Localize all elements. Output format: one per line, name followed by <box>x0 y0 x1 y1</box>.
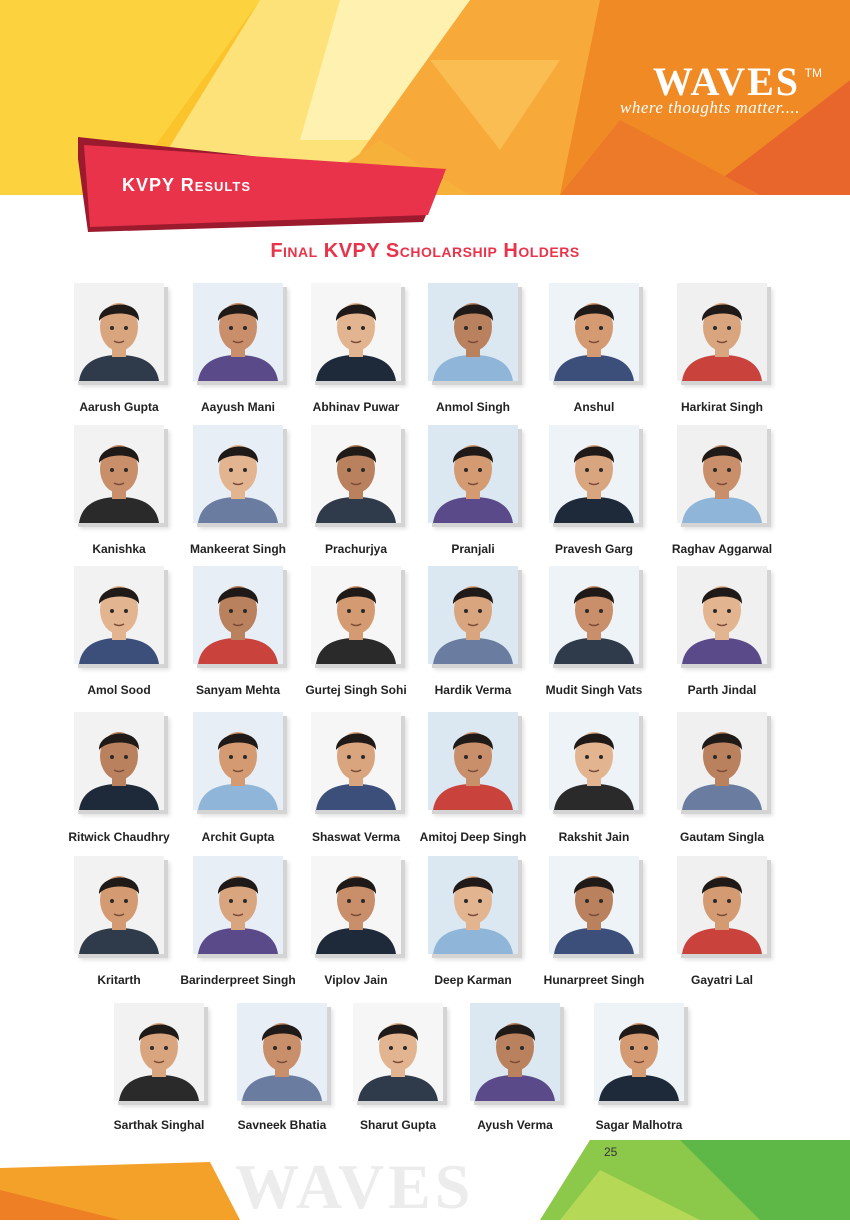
student-photo <box>428 283 518 381</box>
student-name: Anmol Singh <box>436 400 510 414</box>
student-photo <box>428 712 518 810</box>
student-photo <box>677 856 767 954</box>
student-photo <box>677 283 767 381</box>
brand-logo <box>620 59 822 118</box>
brand-tagline: where thoughts matter.... <box>620 98 800 117</box>
student-name: Deep Karman <box>434 973 512 987</box>
student-photo <box>428 425 518 523</box>
student-name: Gayatri Lal <box>690 973 754 987</box>
student-name: Archit Gupta <box>201 830 275 844</box>
student-name: Aayush Mani <box>200 400 275 414</box>
student-photo <box>74 566 164 664</box>
student-photo <box>237 1003 327 1101</box>
student-name: Pravesh Garg <box>554 542 634 556</box>
student-photo <box>311 425 401 523</box>
student-photo <box>549 283 639 381</box>
student-name: Rakshit Jain <box>558 830 630 844</box>
student-photo <box>311 856 401 954</box>
student-name: Harkirat Singh <box>680 400 764 414</box>
student-name: Shaswat Verma <box>311 830 401 844</box>
student-photo <box>311 712 401 810</box>
student-photo <box>428 856 518 954</box>
student-name: Hardik Verma <box>434 683 512 697</box>
student-photo <box>74 856 164 954</box>
student-name: Pranjali <box>451 542 495 556</box>
student-photo <box>549 566 639 664</box>
brand-name: WAVES <box>652 59 800 104</box>
student-name: Sagar Malhotra <box>595 1118 683 1132</box>
student-photo <box>74 283 164 381</box>
student-name: Savneek Bhatia <box>237 1118 327 1132</box>
student-name: Kritarth <box>97 973 141 987</box>
student-photo <box>549 856 639 954</box>
student-photo <box>677 566 767 664</box>
trademark: TM <box>804 66 822 80</box>
student-photo <box>74 712 164 810</box>
student-photo <box>74 425 164 523</box>
section-title: Final KVPY Scholarship Holders <box>270 240 580 262</box>
student-name: Barinderpreet Singh <box>180 973 296 987</box>
student-name: Aarush Gupta <box>79 400 159 414</box>
student-photo <box>677 712 767 810</box>
student-photo <box>549 425 639 523</box>
student-name: Amitoj Deep Singh <box>419 830 527 844</box>
student-photo <box>193 425 283 523</box>
student-name: Anshul <box>573 400 615 414</box>
student-photo <box>549 712 639 810</box>
student-photo <box>311 566 401 664</box>
student-photo <box>594 1003 684 1101</box>
student-photo <box>193 566 283 664</box>
student-name: Amol Sood <box>87 683 151 697</box>
student-photo <box>470 1003 560 1101</box>
student-name: Hunarpreet Singh <box>543 973 645 987</box>
page-title: KVPY Results <box>122 175 252 195</box>
student-photo <box>114 1003 204 1101</box>
student-name: Parth Jindal <box>687 683 757 697</box>
student-name: Mankeerat Singh <box>189 542 287 556</box>
student-name: Gurtej Singh Sohi <box>305 683 407 697</box>
student-name: Ayush Verma <box>477 1118 553 1132</box>
student-photo <box>193 283 283 381</box>
student-photo <box>311 283 401 381</box>
watermark-logo: WAVES <box>235 1151 475 1222</box>
student-name: Mudit Singh Vats <box>545 683 643 697</box>
student-name: Sarthak Singhal <box>113 1118 205 1132</box>
student-name: Viplov Jain <box>324 973 388 987</box>
student-photo <box>193 712 283 810</box>
student-photo <box>353 1003 443 1101</box>
page-number: 25 <box>604 1145 618 1159</box>
student-photo <box>677 425 767 523</box>
student-name: Ritwick Chaudhry <box>68 830 170 844</box>
student-photo <box>193 856 283 954</box>
student-name: Kanishka <box>92 542 146 556</box>
student-name: Raghav Aggarwal <box>671 542 773 556</box>
student-name: Sharut Gupta <box>359 1118 436 1132</box>
student-name: Prachurjya <box>324 542 388 556</box>
student-name: Abhinav Puwar <box>312 400 400 414</box>
student-name: Gautam Singla <box>679 830 765 844</box>
student-name: Sanyam Mehta <box>195 683 281 697</box>
student-photo <box>428 566 518 664</box>
